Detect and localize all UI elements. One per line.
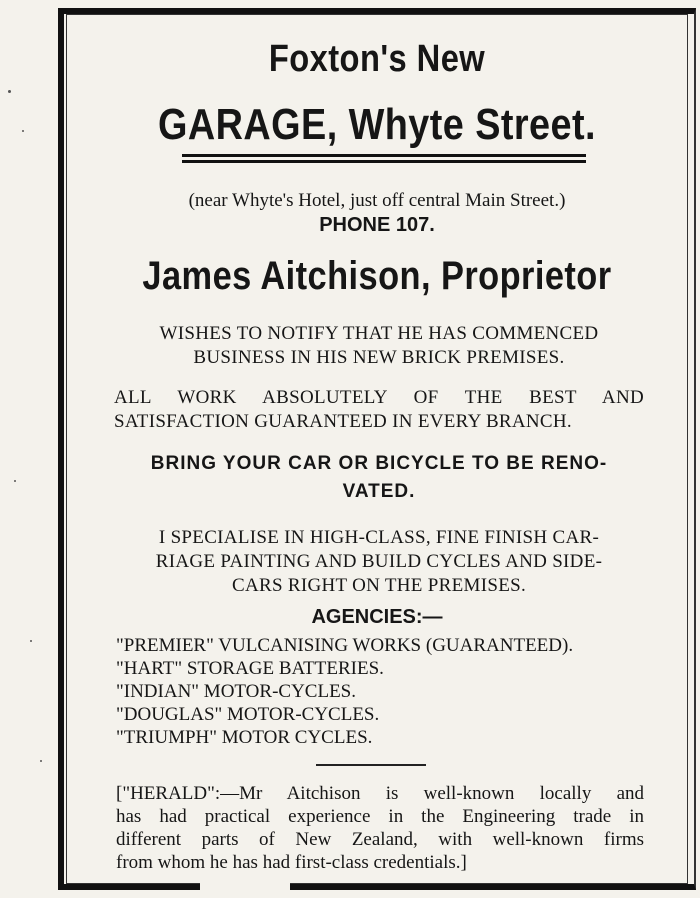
- agencies-list: [116, 634, 686, 749]
- herald-note: [116, 782, 644, 874]
- notice-line-1: WISHES TO NOTIFY THAT HE HAS COMMENCED: [159, 323, 599, 344]
- list-item: "PREMIER" VULCANISING WORKS (GUARANTEED).: [116, 635, 574, 656]
- herald-line-1: ["HERALD":—Mr Aitchison is well-known locally and: [116, 783, 644, 804]
- scan-speck: [30, 640, 32, 642]
- renovate-paragraph: [114, 450, 644, 506]
- specialise-line-2: RIAGE PAINTING AND BUILD CYCLES AND SIDE-: [155, 551, 603, 572]
- list-item: "INDIAN" MOTOR-CYCLES.: [116, 681, 356, 702]
- notice-paragraph: [114, 322, 644, 370]
- specialise-line-1: I SPECIALISE IN HIGH-CLASS, FINE FINISH CAR-: [158, 527, 600, 548]
- herald-line-3: different parts of New Zealand, with well-known firms: [116, 829, 644, 850]
- guarantee-line-2: SATISFACTION GUARANTEED IN EVERY BRANCH.: [114, 411, 572, 432]
- scan-speck: [8, 90, 11, 93]
- list-item: "TRIUMPH" MOTOR CYCLES.: [116, 727, 373, 748]
- notice-line-2: BUSINESS IN HIS NEW BRICK PREMISES.: [193, 347, 565, 368]
- specialise-line-3: CARS RIGHT ON THE PREMISES.: [231, 575, 527, 596]
- guarantee-line-1: ALL WORK ABSOLUTELY OF THE BEST AND: [114, 387, 644, 408]
- renovate-line-2: VATED.: [342, 481, 416, 502]
- phone-number: PHONE 107.: [319, 214, 435, 236]
- location-note: (near Whyte's Hotel, just off central Main Street.): [188, 190, 566, 211]
- scan-speck: [40, 760, 42, 762]
- heading-line-2: GARAGE, Whyte Street.: [158, 100, 596, 149]
- scan-speck: [14, 480, 16, 482]
- scan-speck: [22, 130, 24, 132]
- short-divider: [316, 764, 426, 766]
- double-divider: [182, 154, 586, 163]
- guarantee-paragraph: [114, 386, 644, 434]
- renovate-line-1: BRING YOUR CAR OR BICYCLE TO BE RENO-: [150, 453, 608, 474]
- heading-line-1: Foxton's New: [268, 38, 486, 80]
- proprietor-name: James Aitchison, Proprietor: [142, 254, 612, 298]
- herald-line-2: has had practical experience in the Engineering trade in: [116, 806, 644, 827]
- agencies-title: AGENCIES:—: [311, 606, 443, 628]
- herald-line-4: from whom he has had first-class credentials.]: [116, 852, 467, 873]
- list-item: "HART" STORAGE BATTERIES.: [116, 658, 384, 679]
- border-wear-mark: [200, 880, 290, 890]
- list-item: "DOUGLAS" MOTOR-CYCLES.: [116, 704, 380, 725]
- specialise-paragraph: [114, 526, 644, 598]
